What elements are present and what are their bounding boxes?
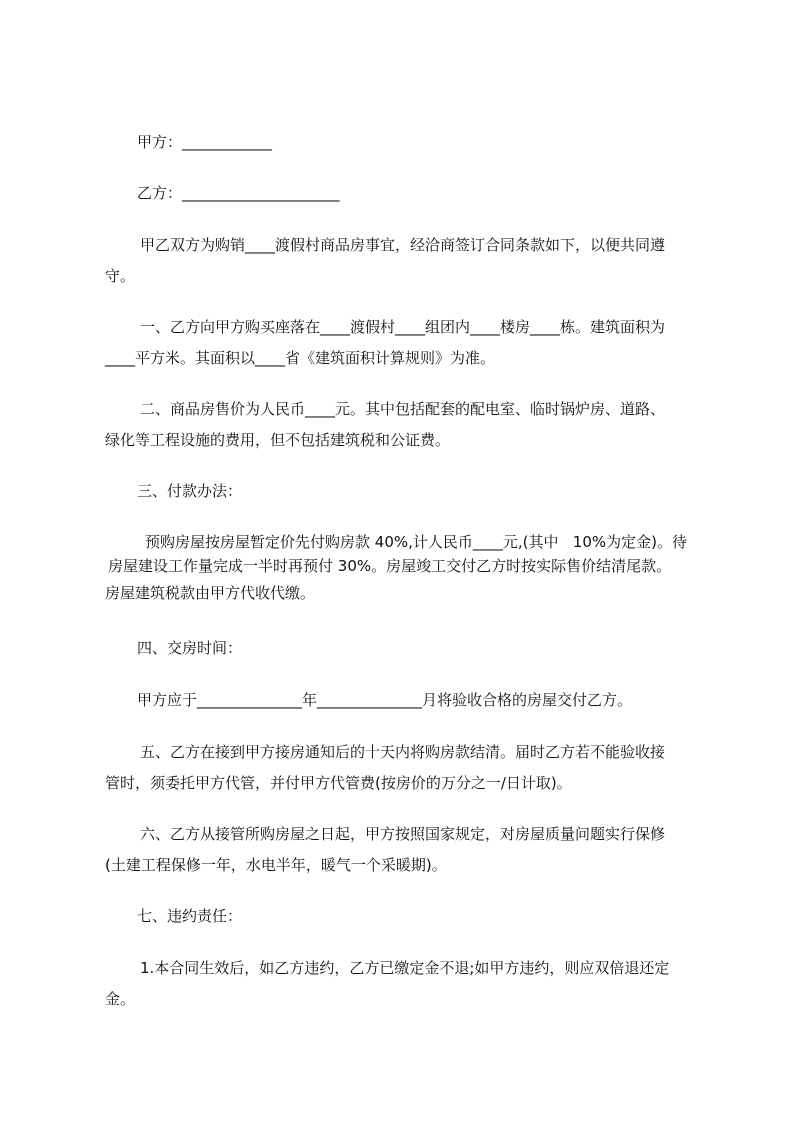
clause7-title: 七、违约责任： bbox=[137, 907, 243, 925]
clause4-body: 甲方应于______________年______________月将验收合格的房屋交付乙方。 bbox=[137, 691, 633, 709]
clause2-line-1: 二、商品房售价为人民币____元。其中包括配套的配电室、临时锅炉房、道路、 bbox=[140, 400, 666, 418]
clause3-line-3: 房屋建筑税款由甲方代收代缴。 bbox=[105, 584, 316, 602]
clause3-line-2: 房屋建设工作量完成一半时再预付 30%。房屋竣工交付乙方时按实际售价结清尾款。 bbox=[108, 557, 672, 575]
clause2-line-2: 绿化等工程设施的费用，但不包括建筑税和公证费。 bbox=[105, 431, 451, 449]
clause3-line-1: 预购房屋按房屋暂定价先付购房款 40%,计人民币____元,(其中 10%为定金)。待 bbox=[145, 533, 687, 551]
preamble-line-1: 甲乙双方为购销____渡假村商品房事宜，经洽商签订合同条款如下，以便共同遵 bbox=[140, 236, 666, 254]
clause3-title: 三、付款办法： bbox=[137, 482, 243, 500]
clause5-line-1: 五、乙方在接到甲方接房通知后的十天内将购房款结清。届时乙方若不能验收接 bbox=[140, 743, 666, 761]
clause1-line-1: 一、乙方向甲方购买座落在____渡假村____组团内____楼房____栋。建筑面积为 bbox=[140, 318, 666, 336]
clause6-line-1: 六、乙方从接管所购房屋之日起，甲方按照国家规定，对房屋质量问题实行保修 bbox=[140, 825, 666, 843]
clause7-item1-line-1: 1.本合同生效后，如乙方违约，乙方已缴定金不退;如甲方违约，则应双倍退还定 bbox=[140, 959, 670, 977]
party-a-line: 甲方：____________ bbox=[137, 133, 273, 151]
preamble-line-2: 守。 bbox=[105, 267, 136, 285]
clause6-line-2: (土建工程保修一年，水电半年，暖气一个采暖期)。 bbox=[105, 856, 447, 874]
clause5-line-2: 管时，须委托甲方代管，并付甲方代管费(按房价的万分之一/日计取)。 bbox=[105, 774, 572, 792]
clause4-title: 四、交房时间： bbox=[137, 639, 243, 657]
clause1-line-2: ____平方米。其面积以____省《建筑面积计算规则》为准。 bbox=[105, 349, 496, 367]
party-b-line: 乙方：_____________________ bbox=[137, 184, 340, 202]
clause7-item1-line-2: 金。 bbox=[105, 990, 136, 1008]
